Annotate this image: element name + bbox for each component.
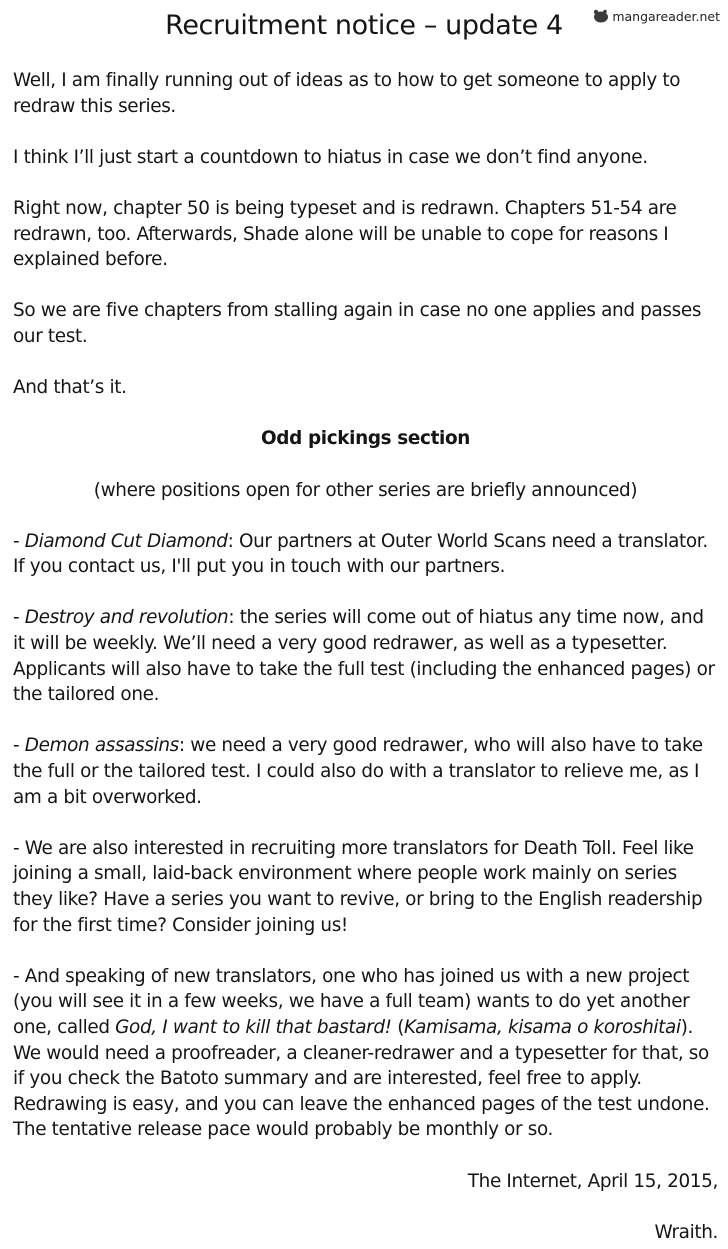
series-title: Diamond Cut Diamond <box>24 530 228 552</box>
paragraph-5: And that’s it. <box>13 377 127 399</box>
series-title: Destroy and revolution <box>24 607 229 629</box>
document-body <box>13 68 718 1245</box>
watermark-text: mangareader.net <box>612 8 720 24</box>
list-item: - Destroy and revolution: the series will come out of hiatus any time now, and it will be weekly. We’ll need a very good redrawer, as well as a typesetter. Applicants will also have to take the full test (including the enhanced pages) or the tailored one. <box>13 607 715 706</box>
series-title: Demon assassins <box>24 735 179 757</box>
series-title: God, I want to kill that bastard! <box>115 1016 392 1038</box>
page-title: Recruitment notice – update 4 <box>165 10 563 41</box>
list-item: - Demon assassins: we need a very good redrawer, who will also have to take the full or the tailored test. I could also do with a translator to relieve me, as I am a bit overworked. <box>13 735 703 808</box>
list-item: - And speaking of new translators, one who has joined us with a new project (you will see it in a few weeks, we have a full team) wants to do yet another one, called God, I want to kill that bastard! (Kamisama, kisama o koroshitai). We would need a proofreader, a cleaner-redrawer and a typesetter for that, so if you check the Batoto summary and are interested, feel free to apply. Redrawing is easy, and you can leave the enhanced pages of the test undone. The tentative release pace would probably be monthly or so. <box>13 965 710 1141</box>
section-subtitle: (where positions open for other series are briefly announced) <box>93 479 638 501</box>
signoff-date: The Internet, April 15, 2015, <box>467 1170 718 1192</box>
list-item: - Diamond Cut Diamond: Our partners at Outer World Scans need a translator. If you contact us, I'll put you in touch with our partners. <box>13 530 708 578</box>
series-title-japanese: Kamisama, kisama o koroshitai <box>404 1016 681 1038</box>
list-item: - We are also interested in recruiting more translators for Death Toll. Feel like joining a small, laid-back environment where people work mainly on series they like? Have a series you want to revive, or bring to the English readership for the first time? Consider joining us! <box>13 837 703 936</box>
paragraph-3: Right now, chapter 50 is being typeset and is redrawn. Chapters 51-54 are redrawn, too. Afterwards, Shade alone will be unable to cope for reasons I explained before. <box>13 197 677 271</box>
blob-logo-icon <box>592 8 610 24</box>
signoff-name: Wraith. <box>654 1221 718 1243</box>
paragraph-1: Well, I am finally running out of ideas as to how to get someone to apply to redraw this series. <box>13 70 681 117</box>
section-title: Odd pickings section <box>260 428 471 450</box>
watermark-logo <box>592 8 720 24</box>
paragraph-4: So we are five chapters from stalling again in case no one applies and passes our test. <box>13 300 702 347</box>
paragraph-2: I think I’ll just start a countdown to hiatus in case we don’t find anyone. <box>13 146 648 168</box>
